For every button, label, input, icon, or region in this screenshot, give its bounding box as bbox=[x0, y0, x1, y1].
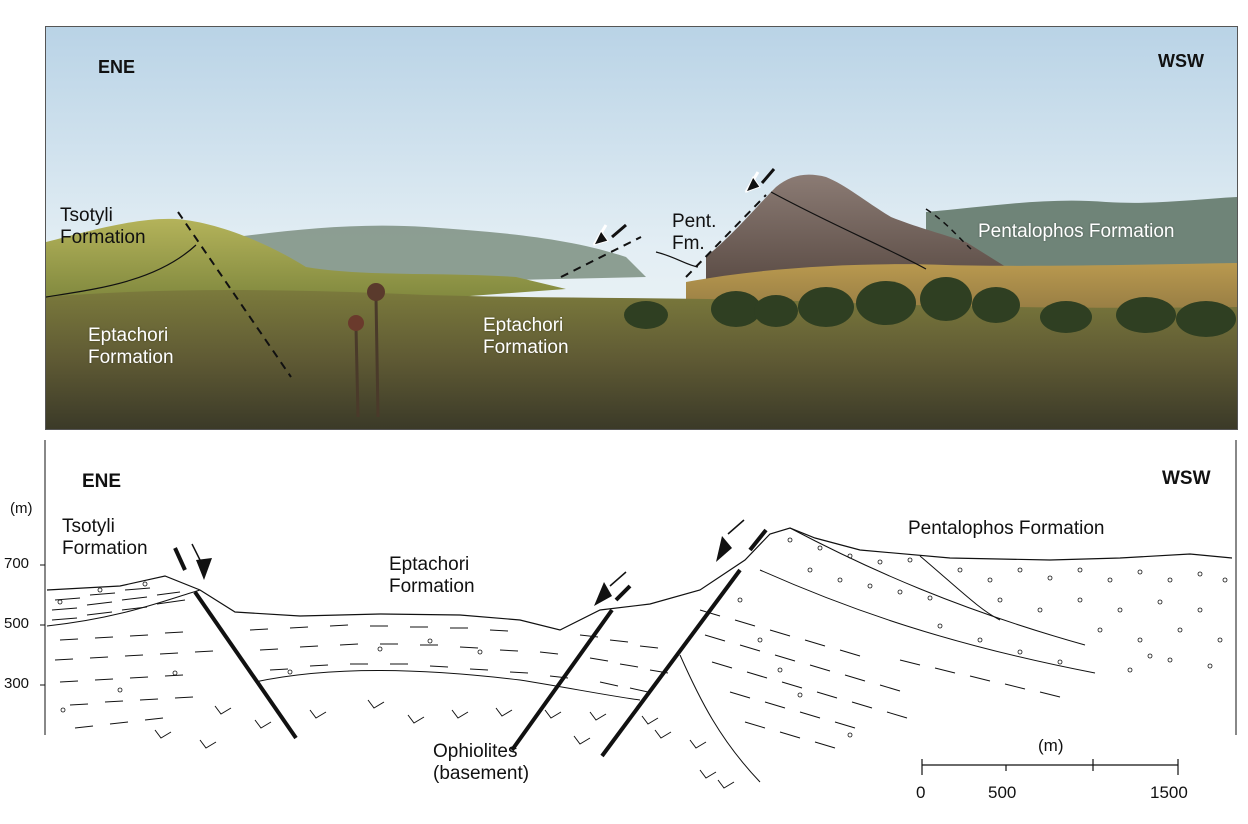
section-label-tsotyli-line1: Tsotyli bbox=[62, 516, 115, 537]
photo-label-eptachori-left-line2: Formation bbox=[88, 346, 174, 368]
section-label-tsotyli bbox=[62, 516, 148, 560]
fault-1 bbox=[195, 592, 296, 738]
y-axis-unit: (m) bbox=[10, 500, 33, 517]
cross-section bbox=[0, 430, 1248, 824]
y-tick-500: 500 bbox=[4, 615, 30, 632]
photo-label-tsotyli bbox=[60, 205, 146, 249]
y-tick-700: 700 bbox=[4, 555, 30, 572]
fault-symbol-1 bbox=[175, 544, 212, 580]
scale-bar-label-1500: 1500 bbox=[1150, 783, 1188, 802]
photo-label-tsotyli-line1: Tsotyli bbox=[60, 205, 113, 226]
landscape-photo bbox=[45, 26, 1238, 430]
photo-direction-ene: ENE bbox=[98, 57, 136, 77]
photo-label-pent-fm bbox=[672, 211, 716, 255]
section-label-pentalophos: Pentalophos Formation bbox=[908, 518, 1105, 539]
scale-bar-label-0: 0 bbox=[916, 783, 926, 802]
y-axis-ticks bbox=[40, 565, 45, 685]
photo-direction-wsw: WSW bbox=[1158, 51, 1204, 71]
fault-2 bbox=[512, 610, 612, 750]
section-direction-ene: ENE bbox=[82, 471, 122, 492]
photo-label-pent-fm-line2: Fm. bbox=[672, 232, 705, 254]
eptachori-base bbox=[255, 671, 640, 701]
fault-symbol-2 bbox=[594, 572, 630, 606]
fault-symbol-3 bbox=[716, 520, 766, 562]
pentalophos-pebbles bbox=[58, 538, 1227, 737]
photo-label-eptachori-left-line1: Eptachori bbox=[88, 325, 169, 346]
eptachori-bedding bbox=[55, 610, 1060, 748]
section-direction-wsw: WSW bbox=[1162, 468, 1211, 489]
scale-bar bbox=[922, 759, 1178, 775]
tsotyli-base bbox=[47, 590, 200, 626]
eptachori-base-right bbox=[680, 655, 760, 782]
pentalophos-base bbox=[760, 570, 1095, 673]
photo-label-eptachori-center bbox=[483, 315, 569, 359]
section-label-eptachori bbox=[389, 554, 475, 598]
section-label-ophiolites-line1: Ophiolites bbox=[433, 741, 518, 762]
photo-label-eptachori-left bbox=[88, 325, 174, 369]
section-label-ophiolites-line2: (basement) bbox=[433, 762, 530, 784]
topographic-profile bbox=[47, 528, 1232, 630]
section-label-eptachori-line1: Eptachori bbox=[389, 554, 470, 575]
cross-section-drawing bbox=[0, 430, 1248, 824]
section-label-ophiolites bbox=[433, 741, 529, 785]
photo-label-eptachori-center-line1: Eptachori bbox=[483, 315, 564, 336]
y-tick-300: 300 bbox=[4, 675, 30, 692]
photo-label-tsotyli-line2: Formation bbox=[60, 226, 146, 248]
section-label-tsotyli-line2: Formation bbox=[62, 537, 148, 559]
photo-label-pentalophos: Pentalophos Formation bbox=[978, 221, 1175, 242]
pentalophos-inner-contact bbox=[790, 528, 1085, 645]
scale-bar-unit: (m) bbox=[1038, 736, 1064, 755]
section-label-eptachori-line2: Formation bbox=[389, 575, 475, 597]
photo-label-pent-fm-line1: Pent. bbox=[672, 211, 717, 232]
pentalophos-fault-contact bbox=[920, 556, 1000, 620]
tsotyli-bedding bbox=[52, 588, 185, 620]
photo-label-eptachori-center-line2: Formation bbox=[483, 336, 569, 358]
scale-bar-label-500: 500 bbox=[988, 783, 1017, 802]
